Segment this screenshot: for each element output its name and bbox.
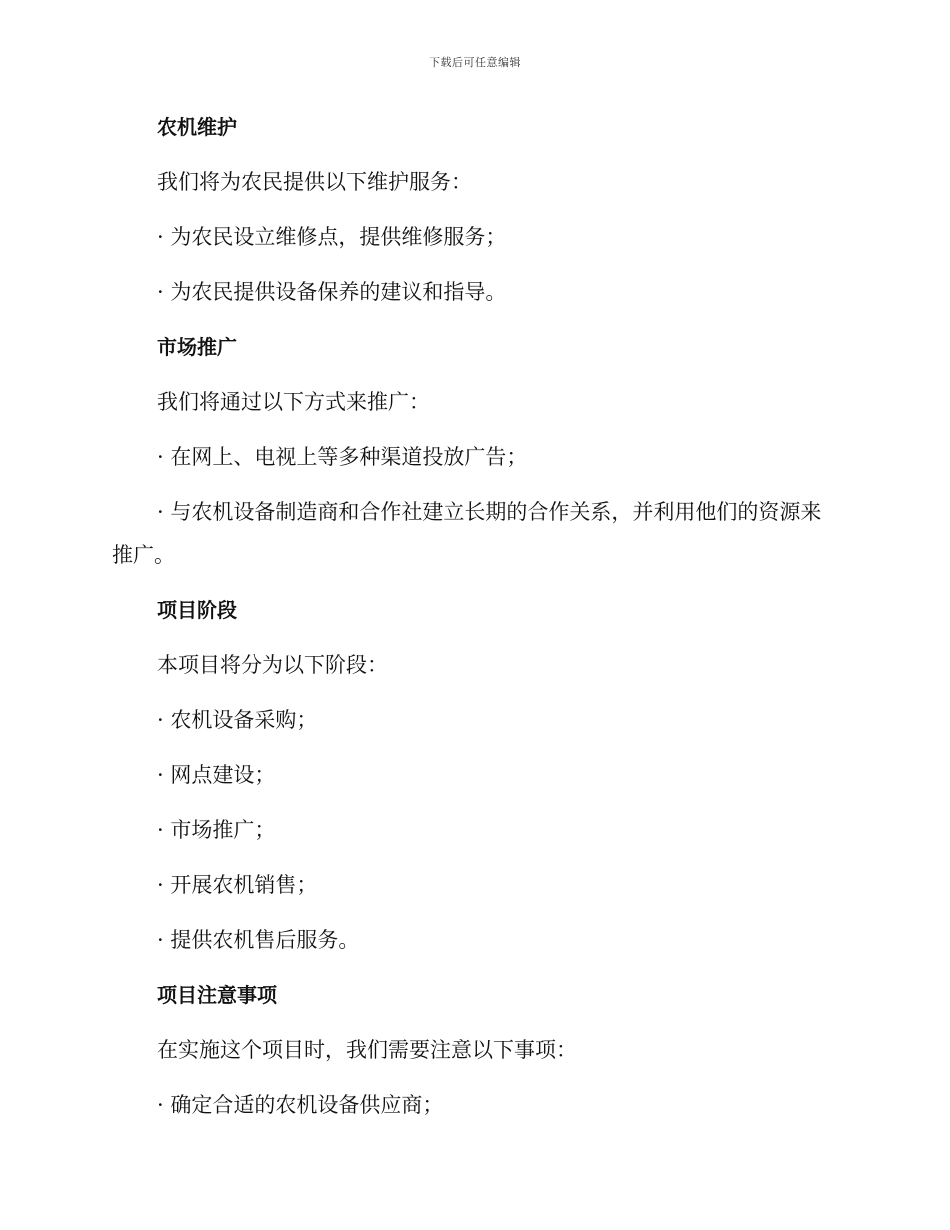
section-heading-phases: 项目阶段 bbox=[157, 598, 237, 622]
paragraph-notes-intro: 在实施这个项目时，我们需要注意以下事项： bbox=[157, 1038, 577, 1062]
section-heading-marketing: 市场推广 bbox=[157, 335, 237, 359]
bullet-item: · 提供农机售后服务。 bbox=[157, 928, 360, 952]
section-heading-notes: 项目注意事项 bbox=[157, 983, 277, 1007]
bullet-item: · 在网上、电视上等多种渠道投放广告； bbox=[157, 445, 528, 469]
section-heading-maintenance: 农机维护 bbox=[157, 115, 237, 139]
bullet-item: · 与农机设备制造商和合作社建立长期的合作关系，并利用他们的资源来推广。 bbox=[112, 500, 822, 567]
paragraph-marketing-intro: 我们将通过以下方式来推广： bbox=[157, 390, 430, 414]
page-header-note: 下载后可任意编辑 bbox=[429, 56, 521, 69]
document-body bbox=[112, 106, 832, 1139]
bullet-item: · 市场推广； bbox=[157, 818, 276, 842]
bullet-item: · 为农民设立维修点，提供维修服务； bbox=[157, 225, 507, 249]
bullet-item: · 开展农机销售； bbox=[157, 873, 318, 897]
bullet-item: · 农机设备采购； bbox=[157, 708, 318, 732]
paragraph-phases-intro: 本项目将分为以下阶段： bbox=[157, 653, 388, 677]
bullet-item: · 为农民提供设备保养的建议和指导。 bbox=[157, 280, 507, 304]
paragraph-maintenance-intro: 我们将为农民提供以下维护服务： bbox=[157, 170, 472, 194]
bullet-item: · 确定合适的农机设备供应商； bbox=[157, 1093, 444, 1117]
bullet-item: · 网点建设； bbox=[157, 763, 276, 787]
